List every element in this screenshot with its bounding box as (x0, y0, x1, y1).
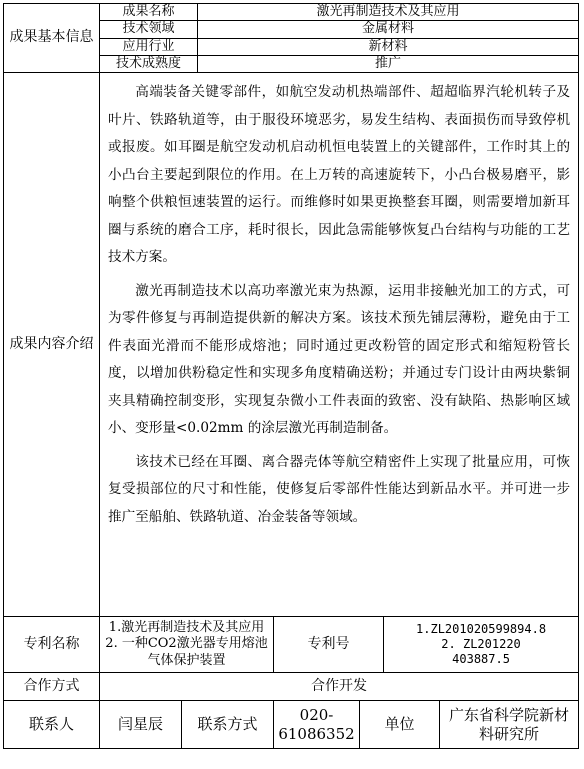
patent-number-item: 1.ZL201020599894.8 (416, 622, 547, 636)
patent-name-item: 1.激光再制造技术及其应用 (108, 620, 265, 636)
patent-name-label: 专利名称 (4, 617, 100, 673)
patent-numbers (384, 617, 579, 673)
cooperation-value: 合作开发 (100, 673, 579, 701)
contact-method-label: 联系方式 (182, 701, 274, 749)
patent-names (100, 617, 274, 673)
industry-value: 新材料 (198, 38, 579, 55)
patent-number-item: 2. ZL201220 (441, 637, 521, 651)
contact-phone: 020-61086352 (274, 701, 360, 749)
basic-info-section-label: 成果基本信息 (4, 4, 100, 73)
achievement-info-table (3, 3, 579, 749)
tech-field-value: 金属材料 (198, 21, 579, 38)
content-paragraph: 高端装备关键零部件，如航空发动机热端部件、超超临界汽轮机转子及叶片、铁路轨道等，由于服役环境恶劣，易发生结构、表面损伤而导致停机或报废。如耳圈是航空发动机启动机恒电装置上的关键部件，工作时其上的小凸台主要起到限位的作用。在上万转的高速旋转下，小凸台极易磨平，影响整个供粮恒速装置的运行。而维修时如果更换整套耳圈，则需要增加新耳圈与系统的磨合工序，耗时很长，因此急需能够恢复凸台结构与功能的工艺技术方案。 (108, 84, 571, 265)
achievement-name-label: 成果名称 (100, 4, 198, 21)
contact-person-label: 联系人 (4, 701, 100, 749)
patent-name-item: 2. 一种CO2激光器专用熔池气体保护装置 (105, 636, 268, 668)
cooperation-label: 合作方式 (4, 673, 100, 701)
tech-field-label: 技术领域 (100, 21, 198, 38)
content-paragraph: 激光再制造技术以高功率激光束为热源，运用非接触光加工的方式，可为零件修复与再制造提供新的解决方案。该技术预先铺层薄粉，避免由于工件表面光滑而不能形成熔池；同时通过更改粉管的固定形式和缩短粉管长度，以增加供粉稳定性和实现多角度精确送粉；并通过专门设计由两块紫铜夹具精确控制变形，实现复杂微小工件表面的致密、没有缺陷、热影响区域小、变形量<0.02mm 的涂层激光再制造制备。 (108, 282, 571, 436)
achievement-name-value: 激光再制造技术及其应用 (198, 4, 579, 21)
unit-label: 单位 (360, 701, 440, 749)
contact-person-name: 闫星辰 (100, 701, 182, 749)
maturity-value: 推广 (198, 55, 579, 72)
content-paragraph: 该技术已经在耳圈、离合器壳体等航空精密件上实现了批量应用，可恢复受损部位的尺寸和性能，使修复后零部件性能达到新品水平。并可进一步推广至船舶、铁路轨道、冶金装备等领域。 (108, 453, 571, 525)
content-section-label: 成果内容介绍 (4, 73, 100, 617)
content-body (100, 73, 579, 617)
patent-number-item: 403887.5 (452, 652, 510, 666)
patent-number-label: 专利号 (274, 617, 384, 673)
industry-label: 应用行业 (100, 38, 198, 55)
maturity-label: 技术成熟度 (100, 55, 198, 72)
unit-value: 广东省科学院新材料研究所 (440, 701, 579, 749)
